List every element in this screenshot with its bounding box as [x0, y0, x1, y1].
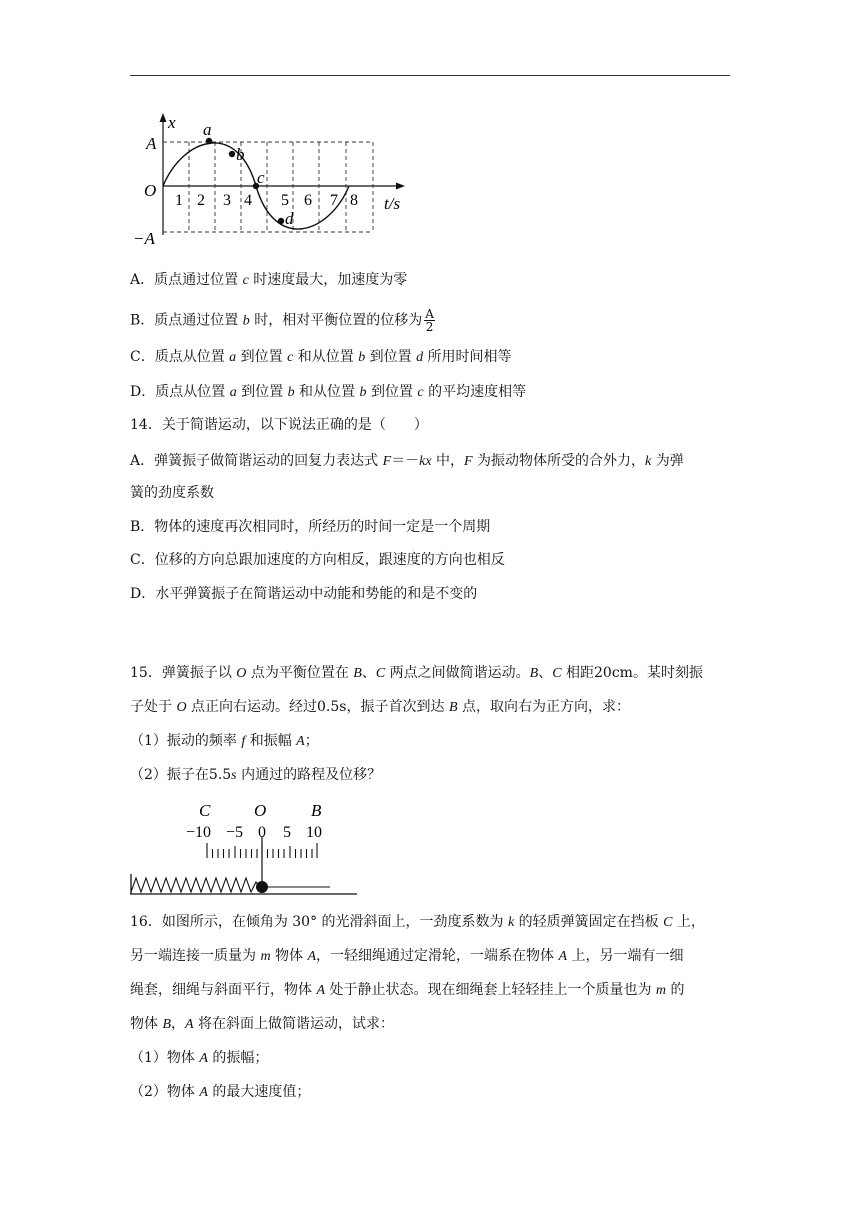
q14-option-a-line1: A．弹簧振子做简谐运动的回复力表达式 F＝－kx 中，F 为振动物体所受的合外力，k 为弹	[130, 453, 684, 469]
scale-neg5: −5	[226, 824, 244, 841]
oscillator-ball	[256, 881, 268, 893]
label-point-c: c	[257, 168, 265, 187]
q13-option-a: A．质点通过位置 c 时速度最大，加速度为零	[130, 272, 408, 288]
tick-2: 2	[197, 192, 205, 209]
label-point-d: d	[285, 209, 294, 228]
scale-0: 0	[258, 824, 266, 841]
tick-7: 7	[330, 192, 338, 209]
q14-option-b: B．物体的速度再次相同时，所经历的时间一定是一个周期	[130, 519, 491, 535]
axis-x-label: x	[168, 113, 176, 132]
q13-option-d: D．质点从位置 a 到位置 b 和从位置 b 到位置 c 的平均速度相等	[130, 384, 527, 400]
label-point-a: a	[203, 120, 212, 139]
q16-sub-1: （1）物体 A 的振幅；	[130, 1050, 269, 1066]
fig-label-O: O	[254, 801, 267, 820]
header-rule	[130, 75, 730, 76]
fig-label-C: C	[199, 801, 211, 820]
axis-t-label: t/s	[384, 194, 401, 213]
tick-4: 4	[244, 192, 252, 209]
point-b-dot	[229, 151, 235, 157]
fraction-a-over-2: $\frac{A}{2}$	[425, 307, 434, 334]
spring	[131, 878, 260, 892]
label-negA: −A	[133, 229, 155, 248]
label-A: A	[146, 134, 157, 153]
fig-label-B: B	[311, 801, 322, 820]
scale-neg10: −10	[186, 824, 212, 841]
q15-stem-line2: 子处于 O 点正向右运动。经过0.5s，振子首次到达 B 点，取向右为正方向，求：	[130, 699, 630, 715]
q14-stem: 14．关于简谐运动，以下说法正确的是（ ）	[130, 417, 428, 433]
q13-option-c: C．质点从位置 a 到位置 c 和从位置 b 到位置 d 所用时间相等	[130, 349, 512, 365]
q14-option-d: D．水平弹簧振子在简谐运动中动能和势能的和是不变的	[130, 586, 478, 602]
scale-5: 5	[283, 824, 291, 841]
q14-option-a-line2: 簧的劲度系数	[130, 485, 214, 501]
q13-option-b: B．质点通过位置 b 时，相对平衡位置的位移为 $\frac{A}{2}$	[130, 307, 434, 334]
label-point-b: b	[236, 145, 245, 164]
label-O: O	[144, 181, 157, 200]
tick-6: 6	[304, 192, 312, 209]
q13-xt-graph	[130, 108, 430, 248]
q16-stem-line1: 16．如图所示，在倾角为 30° 的光滑斜面上，一劲度系数为 k 的轻质弹簧固定在挡板 C 上，	[130, 914, 705, 930]
tick-1: 1	[175, 192, 183, 209]
q14-option-c: C．位移的方向总跟加速度的方向相反，跟速度的方向也相反	[130, 552, 505, 568]
scale-10: 10	[306, 824, 322, 841]
q16-sub-2: （2）物体 A 的最大速度值；	[130, 1084, 311, 1100]
q15-spring-figure	[125, 798, 365, 898]
tick-5: 5	[281, 192, 289, 209]
point-d-dot	[278, 218, 284, 224]
q15-sub-1: （1）振动的频率 f 和振幅 A；	[130, 733, 319, 749]
tick-8: 8	[350, 192, 358, 209]
tick-3: 3	[223, 192, 231, 209]
q15-sub-2: （2）振子在5.5s 内通过的路程及位移？	[130, 767, 382, 783]
q16-stem-line3: 绳套，细绳与斜面平行，物体 A 处于静止状态。现在细绳套上轻轻挂上一个质量也为 m 的	[130, 982, 685, 998]
q15-stem-line1: 15．弹簧振子以 O 点为平衡位置在 B、C 两点之间做简谐运动。B、C 相距20cm。某时刻振	[130, 665, 703, 681]
q16-stem-line4: 物体 B，A 将在斜面上做简谐运动，试求：	[130, 1016, 395, 1032]
q16-stem-line2: 另一端连接一质量为 m 物体 A，一轻细绳通过定滑轮，一端系在物体 A 上，另一端有一细	[130, 948, 684, 964]
